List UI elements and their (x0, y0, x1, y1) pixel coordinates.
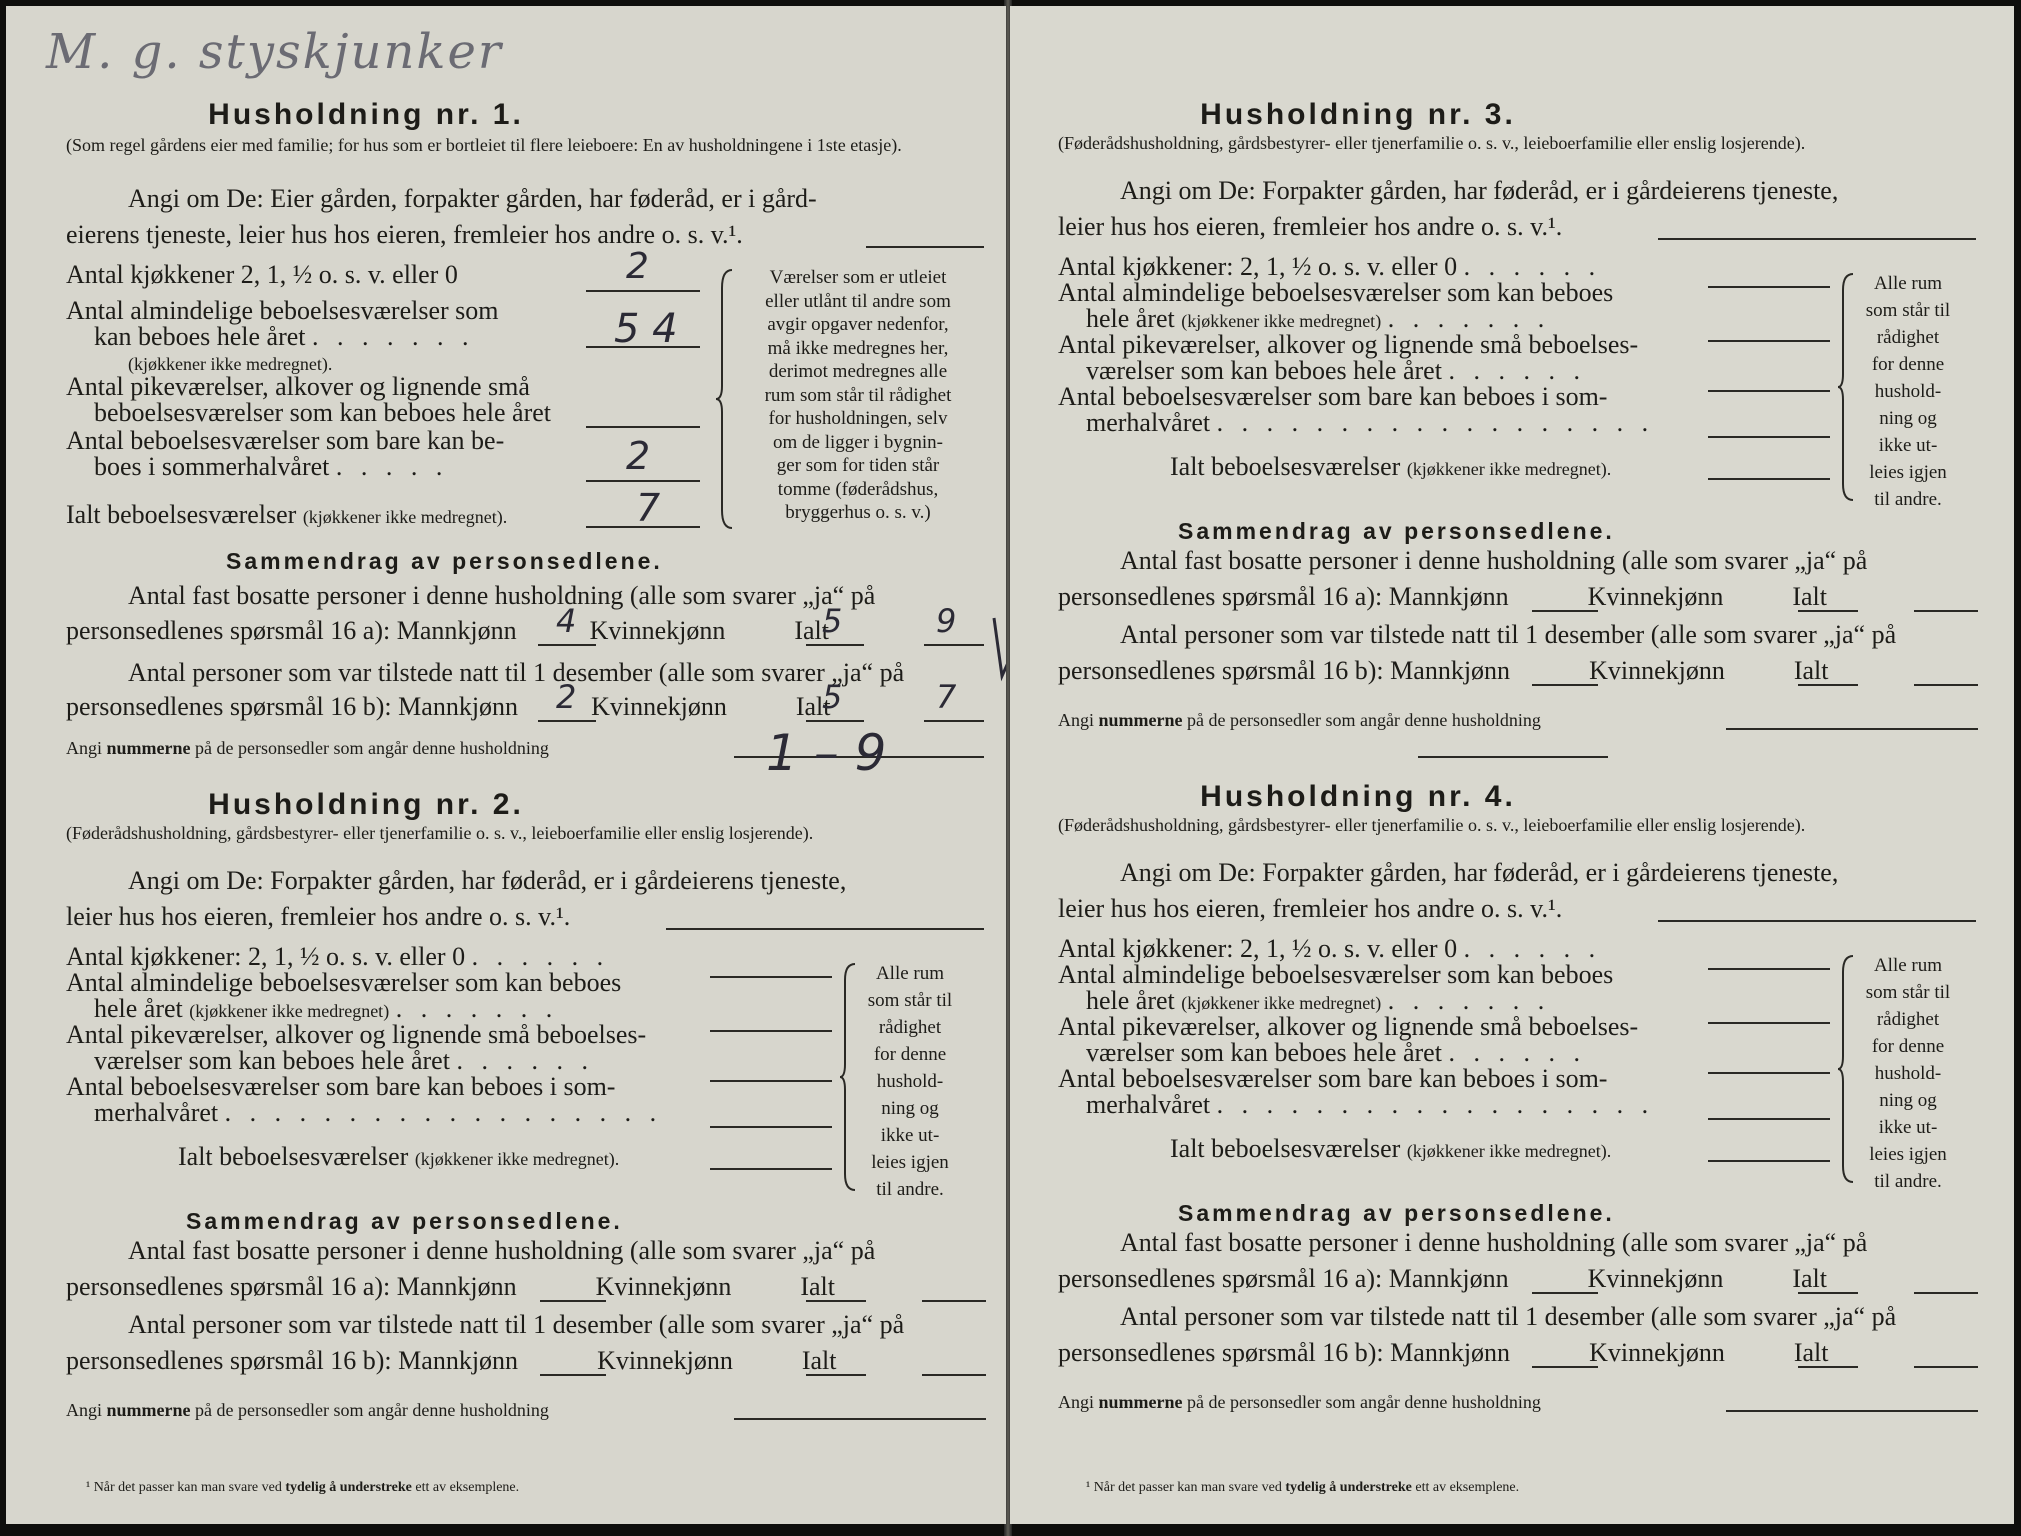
h2-kjokkener-label: Antal kjøkkener: 2, 1, ½ o. s. v. eller 0 . . . . . . (66, 942, 610, 971)
brace-note-line: Alle rum (1873, 273, 1943, 294)
h4-tilstede-kvinne-field[interactable] (1798, 1366, 1858, 1368)
handwritten-header: M. g. styskjunker (46, 24, 503, 80)
h4-angi-line2: leier hus hos eieren, fremleier hos andre o. s. v.¹. (1058, 894, 1563, 923)
household-1-title: Husholdning nr. 1. (208, 98, 524, 131)
brace-note-line: som står til (1865, 300, 1951, 321)
h3-kjokkener-label: Antal kjøkkener: 2, 1, ½ o. s. v. eller 0 . . . . . . (1058, 252, 1602, 281)
h1-fast-mann-value: 4 (556, 602, 577, 640)
h1-fast-ialt-field[interactable] (924, 644, 984, 646)
h1-nummer-value: 1 – 9 (766, 724, 887, 782)
brace-note-line: om de ligger i bygnin- (773, 431, 943, 453)
h4-nummer-field[interactable] (1726, 1410, 1978, 1412)
h1-kjokkener-value: 2 (626, 246, 649, 287)
h3-fast-ialt-field[interactable] (1914, 610, 1978, 612)
h3-alm-label-2: hele året (kjøkkener ikke medregnet) . . . . . . . (1086, 304, 1551, 333)
brace-note-line: Alle rum (875, 963, 945, 984)
h2-alm-label-1: Antal almindelige beboelsesværelser som kan beboes (66, 968, 622, 997)
right-page (1010, 6, 2014, 1524)
h2-ialt-field[interactable] (710, 1168, 832, 1170)
angi-prefix: Angi om De: (128, 184, 264, 213)
h1-fast-kvinne-field[interactable] (806, 644, 864, 646)
brace-note-line: ning og (1879, 1090, 1937, 1111)
h4-fast-ialt-field[interactable] (1914, 1292, 1978, 1294)
h1-tilstede-kvinne-value: 5 (822, 678, 843, 716)
left-page (6, 6, 1006, 1524)
h1-kjokkener-field[interactable] (586, 290, 700, 292)
h1-fast-mann-field[interactable] (538, 644, 596, 646)
brace-note-line: ikke ut- (880, 1125, 940, 1146)
h4-sammendrag-heading: Sammendrag av personsedlene. (1178, 1200, 1615, 1226)
h1-tilstede-ialt-value: 7 (936, 678, 957, 716)
h4-alm-label-2: hele året (kjøkkener ikke medregnet) . . . . . . . (1086, 986, 1551, 1015)
h3-sommer-field[interactable] (1708, 436, 1830, 438)
h4-brace-note (1858, 952, 1958, 1195)
h3-nummer-label: Angi nummerne på de personsedler som angår denne husholdning (1058, 710, 1541, 730)
brace-note-line: tomme (føderådshus, (777, 478, 939, 500)
h1-tilstede-mann-value: 2 (556, 678, 577, 716)
h2-fast-mann-field[interactable] (540, 1300, 606, 1302)
h4-fast-kvinne-field[interactable] (1798, 1292, 1858, 1294)
brace-note-line: hushold- (876, 1071, 944, 1092)
h4-sommer-label-1: Antal beboelsesværelser som bare kan beboes i som- (1058, 1064, 1608, 1093)
h4-ialt-field[interactable] (1708, 1160, 1830, 1162)
h4-brace (1838, 954, 1858, 1184)
h1-tilstede-kvinne-field[interactable] (806, 720, 864, 722)
h2-fast-row: personsedlenes spørsmål 16 a): Mannkjønn Kvinnekjønn Ialt (66, 1272, 836, 1301)
h1-fast-kvinne-value: 5 (822, 602, 843, 640)
h3-tilstede-mann-field[interactable] (1532, 684, 1598, 686)
h3-tilstede-ialt-field[interactable] (1914, 684, 1978, 686)
h2-note: (Føderådshusholdning, gårdsbestyrer- eller tjenerfamilie o. s. v., leieboerfamilie eller enslig losjerende). (66, 823, 814, 843)
brace-note-line: bryggerhus o. s. v.) (785, 502, 931, 523)
brace-note-line: eller utlånt til andre som (765, 290, 951, 312)
h2-kjokkener-field[interactable] (710, 976, 832, 978)
h4-alm-field[interactable] (1708, 1022, 1830, 1024)
check-mark (984, 610, 1006, 684)
h3-angi-field[interactable] (1658, 238, 1976, 240)
h2-angi-line2: leier hus hos eieren, fremleier hos andre o. s. v.¹. (66, 902, 571, 931)
h3-kjokkener-field[interactable] (1708, 286, 1830, 288)
brace-note-line: rådighet (1876, 327, 1940, 348)
h1-sommer-field[interactable] (586, 480, 700, 482)
brace-note-line: ning og (881, 1098, 939, 1119)
h3-alm-label-1: Antal almindelige beboelsesværelser som kan beboes (1058, 278, 1614, 307)
h1-tilstede-row: personsedlenes spørsmål 16 b): Mannkjønn Kvinnekjønn Ialt (66, 692, 831, 721)
h3-ialt-field[interactable] (1708, 478, 1830, 480)
h2-pike-label-1: Antal pikeværelser, alkover og lignende små beboelses- (66, 1020, 647, 1049)
brace-note-line: avgir opgaver nedenfor, (767, 314, 949, 335)
brace-note-line: leies igjen (871, 1152, 949, 1173)
brace-note-line: for denne (1871, 354, 1945, 375)
h1-fast-label-1: Antal fast bosatte personer i denne husholdning (alle som svarer „ja“ på (128, 581, 876, 610)
h4-tilstede-mann-field[interactable] (1532, 1366, 1598, 1368)
h4-pike-label-1: Antal pikeværelser, alkover og lignende små beboelses- (1058, 1012, 1639, 1041)
h3-fast-row: personsedlenes spørsmål 16 a): Mannkjønn Kvinnekjønn Ialt (1058, 582, 1828, 611)
h1-fast-ialt-value: 9 (936, 602, 957, 640)
h2-tilstede-mann-field[interactable] (540, 1374, 606, 1376)
h1-sommer-value: 2 (626, 434, 651, 478)
h1-nummer-label: Angi nummerne på de personsedler som angår denne husholdning (66, 738, 549, 758)
h2-alm-label-2: hele året (kjøkkener ikke medregnet) . . . . . . . (94, 994, 559, 1023)
h1-pike-label-1: Antal pikeværelser, alkover og lignende små (66, 372, 530, 401)
h4-sommer-field[interactable] (1708, 1118, 1830, 1120)
h2-angi: Angi om De: Forpakter gården, har føderåd, er i gårdeierens tjeneste, (128, 866, 847, 895)
h2-sommer-label-1: Antal beboelsesværelser som bare kan beboes i som- (66, 1072, 616, 1101)
h3-pike-field[interactable] (1708, 390, 1830, 392)
h4-pike-label-2: værelser som kan beboes hele året . . . . . . (1086, 1038, 1586, 1067)
h4-fast-mann-field[interactable] (1532, 1292, 1598, 1294)
h2-brace-note (860, 960, 960, 1203)
brace-note-line: ning og (1879, 408, 1937, 429)
h3-alm-field[interactable] (1708, 340, 1830, 342)
h4-tilstede-row: personsedlenes spørsmål 16 b): Mannkjønn Kvinnekjønn Ialt (1058, 1338, 1829, 1367)
h2-title: Husholdning nr. 2. (208, 788, 524, 821)
household-1-angi-line2: eierens tjeneste, leier hus hos eieren, fremleier hos andre o. s. v.¹. (66, 220, 743, 249)
angi-options: Eier gården, forpakter gården, har føderåd, er i gård- (270, 184, 817, 213)
h2-nummer-label: Angi nummerne på de personsedler som angår denne husholdning (66, 1400, 549, 1420)
h1-tilstede-mann-field[interactable] (538, 720, 596, 722)
h2-tilstede-kvinne-field[interactable] (806, 1374, 866, 1376)
brace-note-line: rådighet (878, 1017, 942, 1038)
brace-note-line: som står til (1865, 982, 1951, 1003)
h3-sammendrag-heading: Sammendrag av personsedlene. (1178, 518, 1615, 544)
household-1-note: (Som regel gårdens eier med familie; for hus som er bortleiet til flere leieboere: En av husholdningene i 1ste etasje). (66, 135, 902, 155)
h1-sammendrag-heading: Sammendrag av personsedlene. (226, 548, 663, 574)
brace-note-line: ikke ut- (1878, 435, 1938, 456)
divider (1418, 756, 1608, 758)
right-footnote: ¹ Når det passer kan man svare ved tydelig å understreke ett av eksemplene. (1086, 1480, 1520, 1495)
h3-note: (Føderådshusholdning, gårdsbestyrer- eller tjenerfamilie o. s. v., leieboerfamilie eller enslig losjerende). (1058, 133, 1806, 153)
h3-fast-kvinne-field[interactable] (1798, 610, 1858, 612)
brace-note-line: for denne (1871, 1036, 1945, 1057)
h1-sommer-label-1: Antal beboelsesværelser som bare kan be- (66, 426, 505, 455)
h4-tilstede-ialt-field[interactable] (1914, 1366, 1978, 1368)
brace-note-line: ikke ut- (1878, 1117, 1938, 1138)
brace-note-line: leies igjen (1869, 462, 1947, 483)
h4-angi: Angi om De: Forpakter gården, har føderåd, er i gårdeierens tjeneste, (1120, 858, 1839, 887)
brace-note-line: hushold- (1874, 381, 1942, 402)
h3-brace-note (1858, 270, 1958, 513)
brace-note-line: til andre. (876, 1179, 944, 1200)
h3-sommer-label-2: merhalvåret . . . . . . . . . . . . . . . . . . (1086, 408, 1655, 437)
h2-tilstede-row: personsedlenes spørsmål 16 b): Mannkjønn Kvinnekjønn Ialt (66, 1346, 837, 1375)
h3-fast-label-1: Antal fast bosatte personer i denne husholdning (alle som svarer „ja“ på (1120, 546, 1868, 575)
h4-fast-row: personsedlenes spørsmål 16 a): Mannkjønn Kvinnekjønn Ialt (1058, 1264, 1828, 1293)
h4-nummer-label: Angi nummerne på de personsedler som angår denne husholdning (1058, 1392, 1541, 1412)
h4-tilstede-label-1: Antal personer som var tilstede natt til 1 desember (alle som svarer „ja“ på (1120, 1302, 1897, 1331)
h2-fast-ialt-field[interactable] (922, 1300, 986, 1302)
h4-note: (Føderådshusholdning, gårdsbestyrer- eller tjenerfamilie o. s. v., leieboerfamilie eller enslig losjerende). (1058, 815, 1806, 835)
h4-alm-label-1: Antal almindelige beboelsesværelser som kan beboes (1058, 960, 1614, 989)
brace-note-line: Alle rum (1873, 955, 1943, 976)
brace-note-line: til andre. (1874, 489, 1942, 510)
h3-brace (1838, 272, 1858, 502)
h4-kjokkener-field[interactable] (1708, 968, 1830, 970)
h3-pike-label-1: Antal pikeværelser, alkover og lignende små beboelses- (1058, 330, 1639, 359)
h1-tilstede-label-1: Antal personer som var tilstede natt til 1 desember (alle som svarer „ja“ på (128, 658, 905, 687)
h2-tilstede-ialt-field[interactable] (922, 1374, 986, 1376)
h1-alm-label-1: Antal almindelige beboelsesværelser som (66, 296, 499, 325)
h3-fast-mann-field[interactable] (1532, 610, 1598, 612)
h2-pike-field[interactable] (710, 1080, 832, 1082)
h1-alm-value: 5 4 (614, 306, 678, 352)
h2-fast-kvinne-field[interactable] (806, 1300, 866, 1302)
h3-angi: Angi om De: Forpakter gården, har føderåd, er i gårdeierens tjeneste, (1120, 176, 1839, 205)
brace-note-line: Værelser som er utleiet (769, 267, 947, 288)
h2-sommer-field[interactable] (710, 1126, 832, 1128)
h1-brace-note (742, 266, 974, 525)
h1-fast-row: personsedlenes spørsmål 16 a): Mannkjønn Kvinnekjønn Ialt (66, 616, 830, 645)
h3-tilstede-kvinne-field[interactable] (1798, 684, 1858, 686)
h1-pike-field[interactable] (586, 426, 700, 428)
h3-tilstede-label-1: Antal personer som var tilstede natt til 1 desember (alle som svarer „ja“ på (1120, 620, 1897, 649)
h1-alm-label-2: kan beboes hele året . . . . . . . (94, 322, 475, 351)
h1-pike-label-2: beboelsesværelser som kan beboes hele året (94, 398, 552, 427)
household-1-angi (128, 184, 817, 214)
h4-pike-field[interactable] (1708, 1072, 1830, 1074)
brace-note-line: hushold- (1874, 1063, 1942, 1084)
h3-tilstede-row: personsedlenes spørsmål 16 b): Mannkjønn Kvinnekjønn Ialt (1058, 656, 1829, 685)
h3-ialt-label: Ialt beboelsesværelser (kjøkkener ikke medregnet). (1170, 452, 1612, 481)
brace-note-line: må ikke medregnes her, (767, 337, 949, 359)
brace-note-line: derimot medregnes alle (768, 361, 948, 382)
h1-ialt-value: 7 (636, 486, 661, 530)
h2-angi-field[interactable] (666, 928, 984, 930)
h4-kjokkener-label: Antal kjøkkener: 2, 1, ½ o. s. v. eller 0 . . . . . . (1058, 934, 1602, 963)
h3-pike-label-2: værelser som kan beboes hele året . . . . . . (1086, 356, 1586, 385)
h3-sommer-label-1: Antal beboelsesværelser som bare kan beboes i som- (1058, 382, 1608, 411)
brace-note-line: til andre. (1874, 1171, 1942, 1192)
brace-note-line: som står til (867, 990, 953, 1011)
h4-title: Husholdning nr. 4. (1200, 780, 1516, 813)
left-footnote: ¹ Når det passer kan man svare ved tydelig å understreke ett av eksemplene. (86, 1480, 520, 1495)
h2-brace (840, 962, 860, 1192)
h2-sammendrag-heading: Sammendrag av personsedlene. (186, 1208, 623, 1234)
brace-note-line: rum som står til rådighet (764, 384, 952, 406)
h1-sommer-label-2: boes i sommerhalvåret . . . . . (94, 452, 449, 481)
brace-note-line: for husholdningen, selv (768, 408, 948, 429)
brace-note-line: rådighet (1876, 1009, 1940, 1030)
h3-angi-line2: leier hus hos eieren, fremleier hos andre o. s. v.¹. (1058, 212, 1563, 241)
h1-alm-label-3: (kjøkkener ikke medregnet). (128, 354, 333, 374)
brace-note-line: leies igjen (1869, 1144, 1947, 1165)
h1-tilstede-ialt-field[interactable] (924, 720, 984, 722)
h4-ialt-label: Ialt beboelsesværelser (kjøkkener ikke medregnet). (1170, 1134, 1612, 1163)
h4-angi-field[interactable] (1658, 920, 1976, 922)
h4-sommer-label-2: merhalvåret . . . . . . . . . . . . . . . . . . (1086, 1090, 1655, 1119)
h4-fast-label-1: Antal fast bosatte personer i denne husholdning (alle som svarer „ja“ på (1120, 1228, 1868, 1257)
brace-note-line: for denne (873, 1044, 947, 1065)
h1-ialt-label: Ialt beboelsesværelser (kjøkkener ikke medregnet). (66, 500, 508, 529)
h2-sommer-label-2: merhalvåret . . . . . . . . . . . . . . . . . . (94, 1098, 663, 1127)
h2-fast-label-1: Antal fast bosatte personer i denne husholdning (alle som svarer „ja“ på (128, 1236, 876, 1265)
h2-alm-field[interactable] (710, 1030, 832, 1032)
h2-pike-label-2: værelser som kan beboes hele året . . . . . . (94, 1046, 594, 1075)
h3-title: Husholdning nr. 3. (1200, 98, 1516, 131)
h3-nummer-field[interactable] (1726, 728, 1978, 730)
brace-note-line: ger som for tiden står (776, 455, 940, 476)
h1-brace (716, 268, 738, 530)
h1-kjokkener-label: Antal kjøkkener 2, 1, ½ o. s. v. eller 0 (66, 260, 458, 289)
h2-nummer-field[interactable] (734, 1418, 986, 1420)
h2-ialt-label: Ialt beboelsesværelser (kjøkkener ikke medregnet). (178, 1142, 620, 1171)
h2-tilstede-label-1: Antal personer som var tilstede natt til 1 desember (alle som svarer „ja“ på (128, 1310, 905, 1339)
angi-blank[interactable] (866, 246, 984, 248)
